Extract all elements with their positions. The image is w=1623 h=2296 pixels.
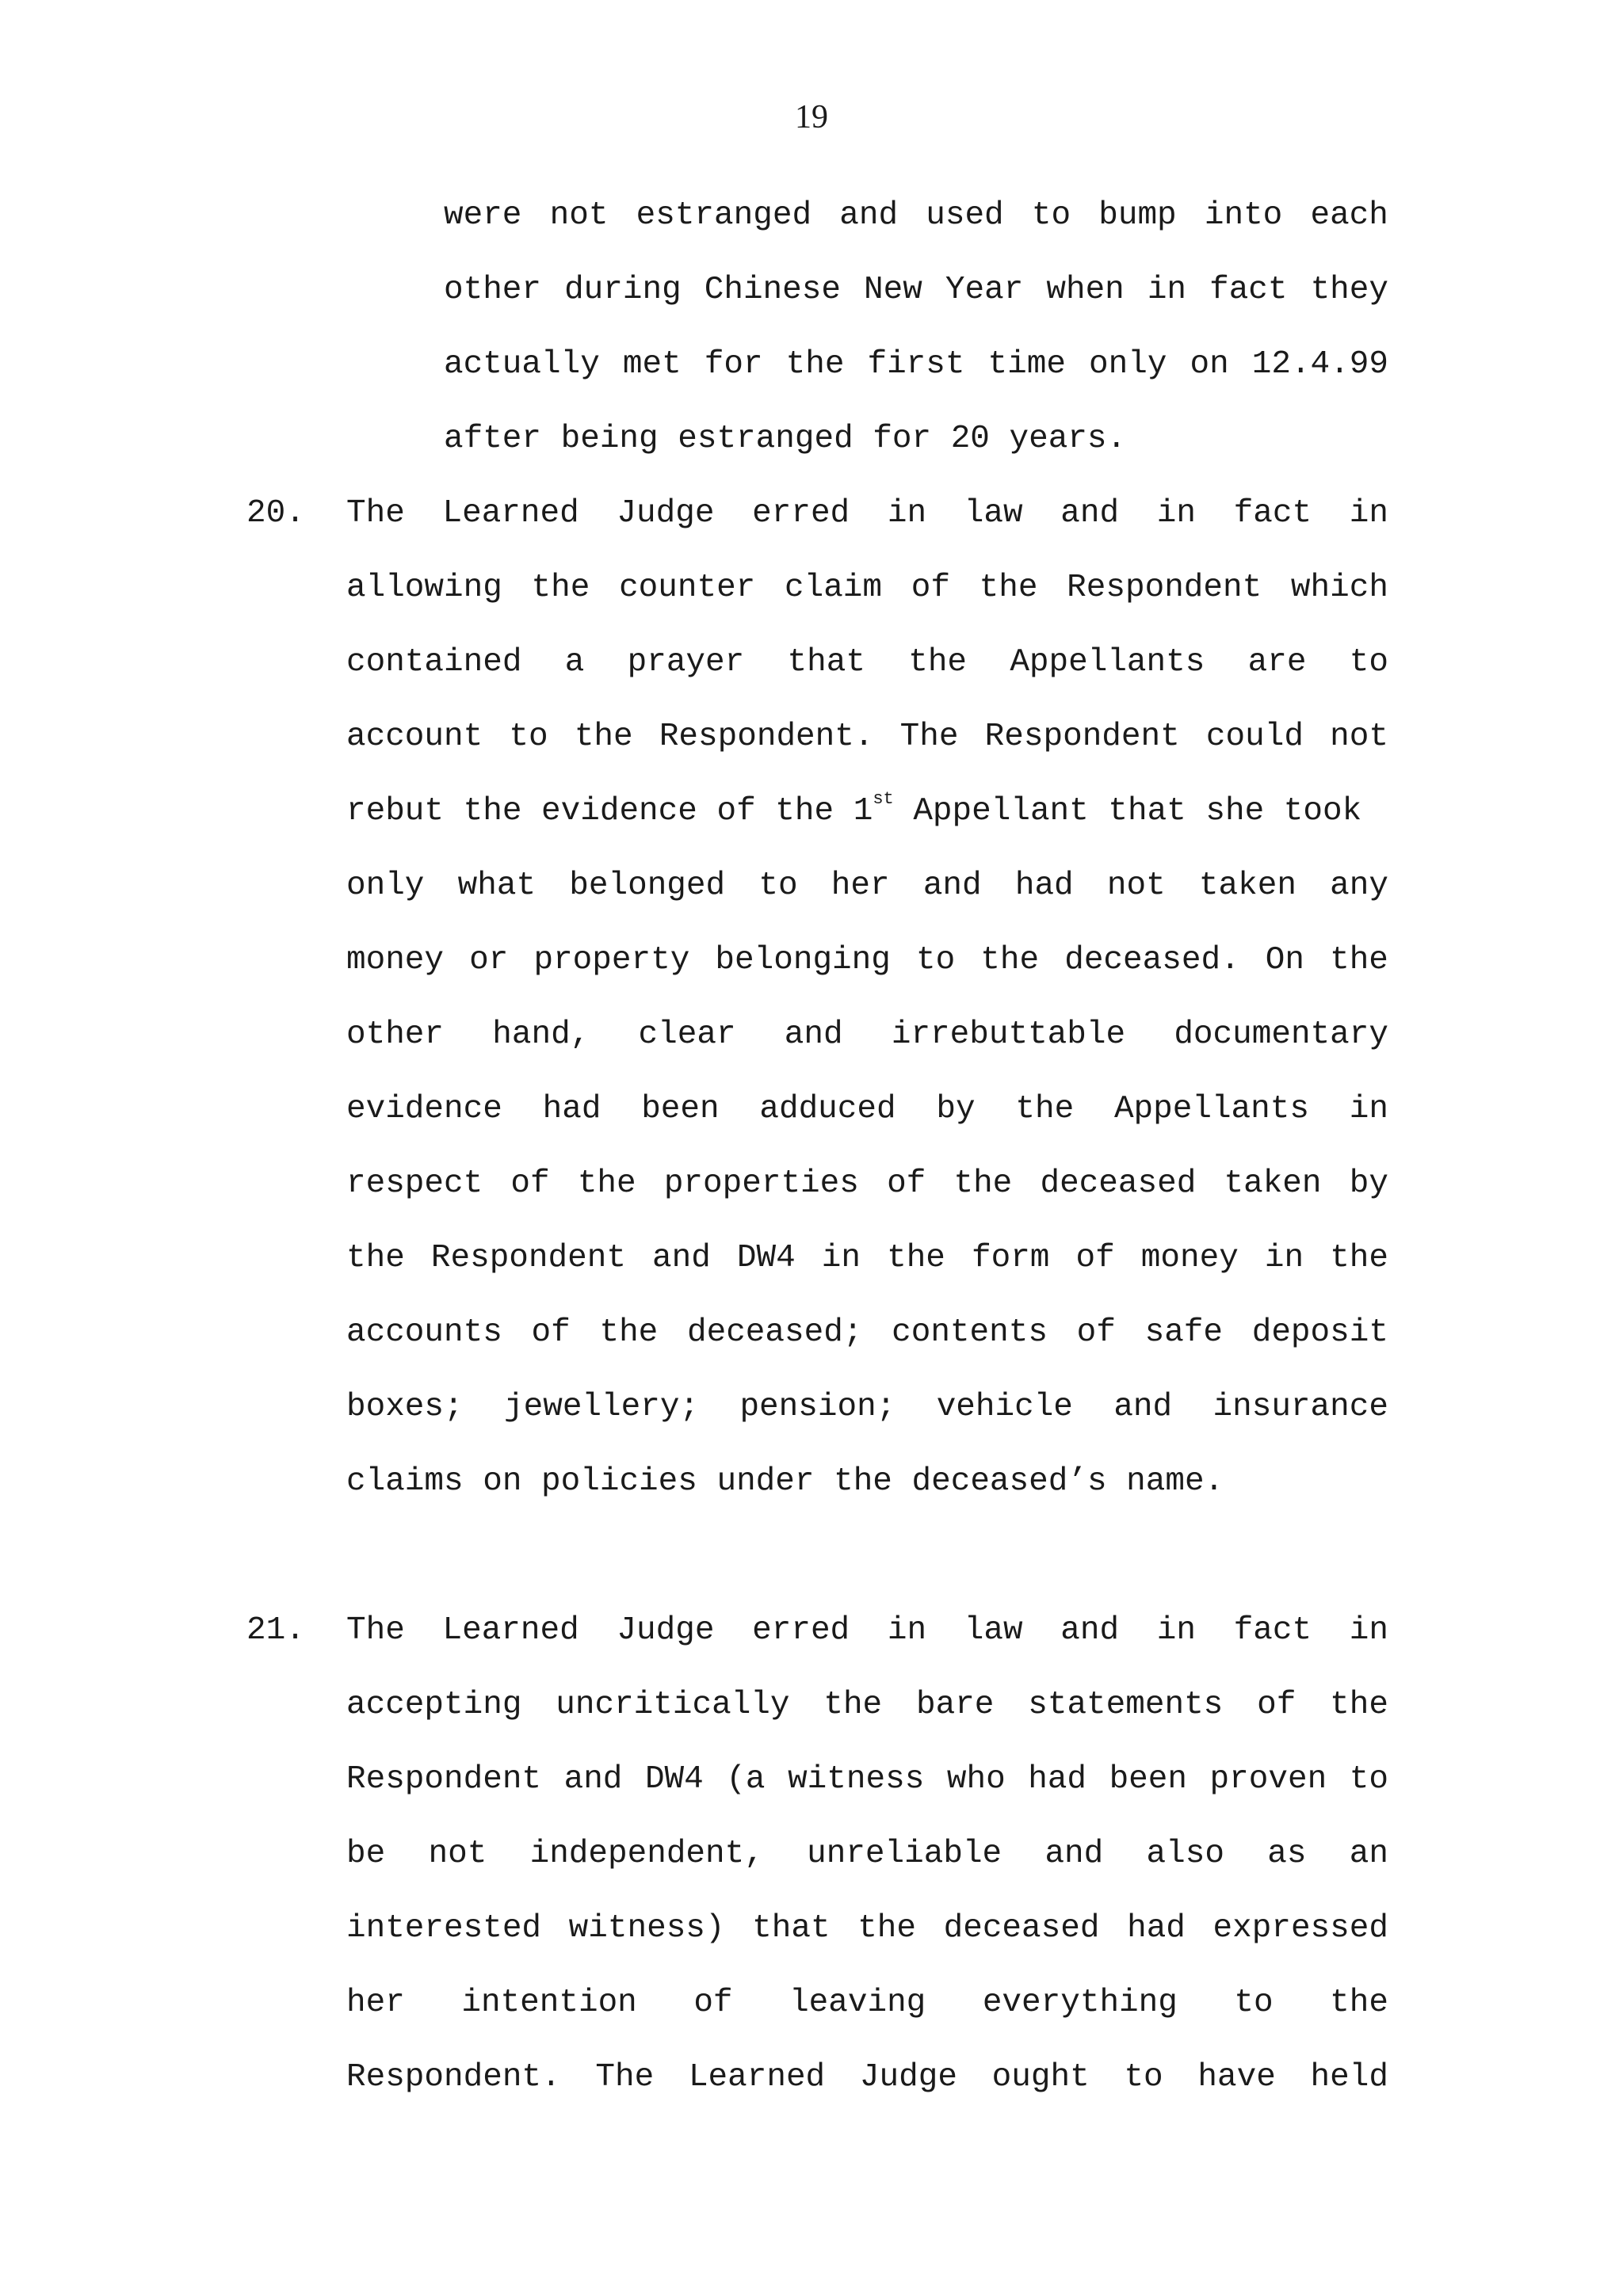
word: the	[599, 1314, 659, 1351]
word: fact	[1209, 272, 1288, 308]
word: jewellery;	[504, 1389, 700, 1425]
word: DW4	[736, 1240, 796, 1276]
text-line	[346, 936, 1388, 984]
word: the	[908, 644, 968, 681]
word: the	[785, 346, 845, 383]
text-line: claims on policies under the deceased’s name.	[346, 1463, 1224, 1500]
word: Appellants	[1113, 1091, 1309, 1127]
word: deposit	[1251, 1314, 1388, 1351]
word: DW4	[644, 1761, 704, 1798]
word: fact	[1233, 495, 1312, 532]
word: in	[1147, 272, 1187, 308]
word: in	[821, 1240, 861, 1276]
word: Appellants	[1010, 644, 1205, 681]
word: of	[693, 1985, 733, 2021]
word: any	[1330, 868, 1388, 904]
word: boxes;	[346, 1389, 464, 1425]
text-line	[346, 1830, 1388, 1878]
word: respect	[346, 1165, 483, 1202]
word: who	[946, 1761, 1006, 1798]
text-line	[346, 1160, 1388, 1207]
word: witness)	[568, 1910, 725, 1947]
word: The	[595, 2059, 655, 2096]
word: by	[1349, 1165, 1388, 1202]
text-line	[346, 639, 1388, 686]
word: to	[1031, 197, 1071, 234]
word: in	[1156, 1612, 1196, 1649]
word: a	[564, 644, 585, 681]
word: claim	[785, 570, 883, 606]
word: which	[1290, 570, 1388, 606]
word: insurance	[1212, 1389, 1388, 1425]
word: Learned	[442, 495, 579, 532]
word: and	[839, 197, 899, 234]
ordinal-superscript: st	[873, 789, 894, 809]
word: belonged	[569, 868, 726, 904]
word: deceased;	[686, 1314, 863, 1351]
word: the	[953, 1165, 1013, 1202]
word: actually	[444, 346, 600, 383]
word: in	[1264, 1240, 1304, 1276]
word: money	[1140, 1240, 1239, 1276]
word: or	[469, 942, 509, 978]
word: to	[1124, 2059, 1163, 2096]
word: deceased	[1040, 1165, 1197, 1202]
word: been	[641, 1091, 720, 1127]
word: allowing	[346, 570, 502, 606]
word: had	[1127, 1910, 1186, 1947]
word: Respondent.	[346, 2059, 561, 2096]
word: form	[971, 1240, 1050, 1276]
word: of	[911, 570, 950, 606]
word: her	[346, 1985, 405, 2021]
word: evidence	[346, 1091, 502, 1127]
word: first	[867, 346, 965, 383]
word: safe	[1144, 1314, 1224, 1351]
word: taken	[1224, 1165, 1322, 1202]
word: in	[1156, 495, 1196, 532]
word: law	[964, 495, 1023, 532]
word: for	[704, 346, 763, 383]
word: into	[1204, 197, 1283, 234]
word: the	[577, 1165, 636, 1202]
word: accounts	[346, 1314, 502, 1351]
word: in	[887, 495, 927, 532]
word: of	[531, 1314, 571, 1351]
word: what	[457, 868, 537, 904]
word: contents	[892, 1314, 1048, 1351]
word: account	[346, 719, 483, 755]
text-line: after being estranged for 20 years.	[444, 421, 1127, 457]
word: the	[1015, 1091, 1075, 1127]
word: are	[1247, 644, 1307, 681]
word: the	[887, 1240, 945, 1276]
word: be	[346, 1836, 386, 1872]
word: independent,	[529, 1836, 764, 1872]
text-line-with-superscript	[346, 788, 1388, 835]
word: had	[1028, 1761, 1087, 1798]
word: The	[346, 1612, 405, 1649]
word: contained	[346, 644, 522, 681]
word: to	[1234, 1985, 1274, 2021]
word: statements	[1028, 1687, 1224, 1723]
word: to	[509, 719, 548, 755]
word: leaving	[789, 1985, 926, 2021]
word: Year	[945, 272, 1024, 308]
word: The	[899, 719, 959, 755]
word: bare	[915, 1687, 995, 1723]
word: of	[510, 1165, 550, 1202]
text-line	[346, 1383, 1388, 1431]
word: they	[1310, 272, 1388, 308]
word: erred	[752, 1612, 850, 1649]
word: and	[563, 1761, 623, 1798]
word: property	[533, 942, 690, 978]
word: been	[1109, 1761, 1187, 1798]
word: The	[346, 495, 405, 532]
word: counter	[619, 570, 756, 606]
word: Judge	[859, 2059, 957, 2096]
word: that	[752, 1910, 831, 1947]
word: in	[1349, 1612, 1388, 1649]
word: to	[915, 942, 956, 978]
text-line	[346, 1607, 1388, 1654]
word: held	[1310, 2059, 1388, 2096]
text-line	[444, 192, 1388, 239]
word: witness	[788, 1761, 925, 1798]
word: could	[1205, 719, 1304, 755]
text-line	[346, 1234, 1388, 1282]
word: prayer	[627, 644, 745, 681]
word: only	[1089, 346, 1167, 383]
word: in	[1349, 495, 1388, 532]
word: of	[1075, 1240, 1115, 1276]
word: the	[1330, 1687, 1388, 1723]
text-line	[346, 713, 1388, 761]
text-line	[346, 1681, 1388, 1729]
word: in	[1349, 1091, 1388, 1127]
word: an	[1349, 1836, 1388, 1872]
word: pension;	[739, 1389, 896, 1425]
word: only	[346, 868, 425, 904]
word: belonging	[715, 942, 891, 978]
word: and	[652, 1240, 711, 1276]
word: Respondent	[984, 719, 1180, 755]
word: that	[787, 644, 865, 681]
word: Judge	[617, 1612, 715, 1649]
word: New	[864, 272, 922, 308]
word: not	[1106, 868, 1166, 904]
word: unreliable	[807, 1836, 1002, 1872]
word: the	[979, 570, 1038, 606]
word: irrebuttable	[891, 1016, 1126, 1053]
text-line	[346, 564, 1388, 612]
word: fact	[1233, 1612, 1312, 1649]
word: expressed	[1212, 1910, 1388, 1947]
word: Respondent.	[659, 719, 874, 755]
text-line	[346, 1905, 1388, 1952]
word: used	[926, 197, 1004, 234]
word: had	[542, 1091, 601, 1127]
word: hand,	[492, 1016, 590, 1053]
word: were	[444, 197, 522, 234]
text-segment: rebut the evidence of the 1st Appellant that she took	[346, 789, 1362, 830]
word: documentary	[1174, 1016, 1388, 1053]
word: interested	[346, 1910, 542, 1947]
word: not	[1330, 719, 1388, 755]
word: law	[964, 1612, 1023, 1649]
word: On	[1265, 942, 1304, 978]
word: deceased.	[1064, 942, 1240, 978]
word: clear	[638, 1016, 736, 1053]
word: properties	[663, 1165, 859, 1202]
word: not	[428, 1836, 487, 1872]
word: the	[823, 1687, 883, 1723]
word: ought	[991, 2059, 1090, 2096]
word: to	[758, 868, 798, 904]
word: taken	[1198, 868, 1296, 904]
word: not	[549, 197, 609, 234]
word: and	[1060, 495, 1120, 532]
word: Chinese	[704, 272, 841, 308]
text-line	[346, 1085, 1388, 1133]
paragraph-number: 20.	[246, 495, 305, 532]
word: and	[1060, 1612, 1120, 1649]
text-line	[346, 2054, 1388, 2101]
word: met	[622, 346, 682, 383]
word: of	[1257, 1687, 1296, 1723]
word: vehicle	[936, 1389, 1073, 1425]
word: erred	[752, 495, 850, 532]
text-line	[346, 1309, 1388, 1356]
word: and	[922, 868, 982, 904]
word: the	[346, 1240, 405, 1276]
word: Judge	[617, 495, 715, 532]
word: the	[1330, 942, 1388, 978]
word: to	[1349, 644, 1388, 681]
word: by	[936, 1091, 976, 1127]
word: deceased	[943, 1910, 1100, 1947]
word: proven	[1209, 1761, 1327, 1798]
word: (a	[726, 1761, 766, 1798]
word: during	[564, 272, 682, 308]
word: bump	[1098, 197, 1177, 234]
word: of	[887, 1165, 926, 1202]
word: 12.4.99	[1251, 346, 1388, 383]
word: in	[887, 1612, 927, 1649]
word: have	[1197, 2059, 1276, 2096]
word: and	[1113, 1389, 1173, 1425]
word: on	[1190, 346, 1229, 383]
word: as	[1267, 1836, 1307, 1872]
word: the	[531, 570, 590, 606]
word: also	[1146, 1836, 1224, 1872]
text-line	[444, 266, 1388, 314]
word: Learned	[688, 2059, 826, 2096]
word: the	[857, 1910, 916, 1947]
word: accepting	[346, 1687, 522, 1723]
word: and	[784, 1016, 843, 1053]
word: everything	[982, 1985, 1178, 2021]
word: the	[980, 942, 1040, 978]
word: Respondent	[1067, 570, 1262, 606]
paragraph-number: 21.	[246, 1612, 305, 1649]
word: and	[1044, 1836, 1104, 1872]
word: estranged	[636, 197, 812, 234]
word: uncritically	[556, 1687, 790, 1723]
word: time	[987, 346, 1066, 383]
word: other	[444, 272, 542, 308]
word: Respondent	[346, 1761, 542, 1798]
text-line	[346, 1756, 1388, 1803]
word: had	[1014, 868, 1074, 904]
word: the	[1330, 1240, 1388, 1276]
word: of	[1076, 1314, 1116, 1351]
word: Respondent	[430, 1240, 626, 1276]
word: other	[346, 1016, 445, 1053]
word: adduced	[759, 1091, 896, 1127]
word: when	[1046, 272, 1125, 308]
text-line	[346, 1979, 1388, 2027]
text-line	[346, 1011, 1388, 1058]
word: money	[346, 942, 445, 978]
text-line	[346, 862, 1388, 910]
page-number: 19	[795, 99, 828, 135]
word: the	[1330, 1985, 1388, 2021]
word: her	[831, 868, 890, 904]
word: Learned	[442, 1612, 579, 1649]
text-line	[346, 490, 1388, 537]
word: each	[1310, 197, 1388, 234]
word: the	[574, 719, 633, 755]
word: intention	[461, 1985, 637, 2021]
text-line	[444, 341, 1388, 388]
word: to	[1349, 1761, 1388, 1798]
